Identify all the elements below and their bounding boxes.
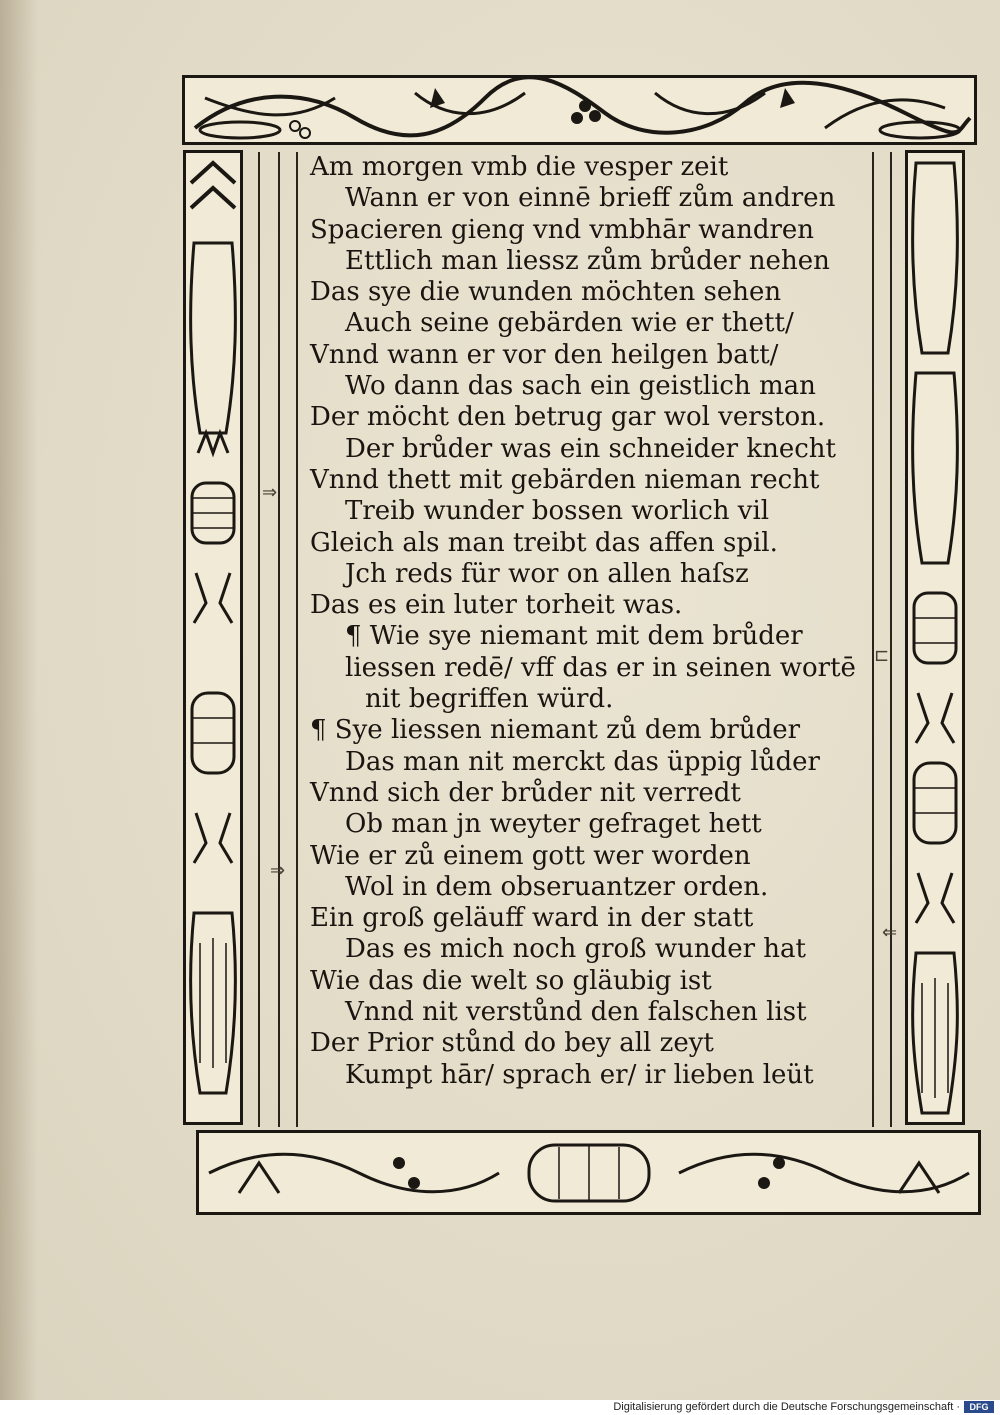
- dfg-logo: DFG: [964, 1401, 994, 1413]
- verse-line: Gleich als man treibt das affen spil.: [310, 527, 778, 558]
- verse-line: Der möcht den betrug gar wol verston.: [310, 402, 826, 433]
- verse-line: Wann er von einnē brieff zům andren: [345, 183, 836, 214]
- verse-line: Vnnd sich der brůder nit verredt: [310, 777, 741, 808]
- verse-line: Vnnd wann er vor den heilgen batt/: [310, 339, 779, 370]
- margin-marker-bracket: ⊏: [874, 645, 890, 666]
- verse-line: Das man nit merckt das üppig lůder: [345, 746, 820, 777]
- verse-line: Vnnd nit verstůnd den falschen list: [345, 997, 807, 1028]
- verse-line: Das es mich noch groß wunder hat: [345, 934, 806, 965]
- verse-line: Vnnd thett mit gebärden nieman recht: [310, 464, 820, 495]
- verse-line: Wol in dem obseruantzer orden.: [345, 871, 769, 902]
- verse-text-block: [310, 152, 870, 1091]
- margin-marker-arrow-1: ⇒: [262, 482, 278, 503]
- page-gutter-shadow: [0, 0, 38, 1400]
- inner-rule-right-2: [890, 152, 892, 1127]
- verse-line: Wo dann das sach ein geistlich man: [345, 371, 816, 402]
- footer-bar: [0, 1400, 1000, 1415]
- bottom-woodcut-border: [196, 1130, 981, 1215]
- verse-line: Ettlich man liessz zům brůder nehen: [345, 245, 830, 276]
- verse-line: Am morgen vmb die vesper zeit: [310, 152, 729, 182]
- verse-line: Der Prior stůnd do bey all zeyt: [310, 1028, 714, 1059]
- verse-line: Kumpt hār/ sprach er/ ir lieben leüt: [345, 1059, 814, 1090]
- verse-line: nit begriffen würd.: [365, 684, 614, 715]
- verse-line: Das sye die wunden möchten sehen: [310, 277, 782, 308]
- verse-line: Treib wunder bossen worlich vil: [345, 496, 770, 527]
- verse-line: Jch reds für wor on allen haſsz: [345, 558, 749, 589]
- verse-line: Wie er zů einem gott wer worden: [310, 840, 751, 871]
- verse-line: Spacieren gieng vnd vmbhār wandren: [310, 214, 815, 245]
- verse-line: Der brůder was ein schneider knecht: [345, 433, 837, 464]
- verse-line: Ein groß geläuff ward in der statt: [310, 903, 754, 934]
- verse-line: ¶ Sye liessen niemant zů dem brůder: [310, 715, 801, 746]
- margin-marker-arrow-3: ⇐: [882, 922, 898, 943]
- margin-marker-arrow-2: ⇒: [270, 860, 286, 881]
- verse-line: Ob man jn weyter gefraget hett: [345, 809, 762, 840]
- verse-line: ¶ Wie sye niemant mit dem brůder: [345, 621, 803, 652]
- left-pillar-border: [183, 150, 243, 1125]
- verse-line: Auch seine gebärden wie er thett/: [345, 308, 794, 339]
- inner-rule-left-2: [278, 152, 280, 1127]
- verse-line: Das es ein luter torheit was.: [310, 590, 683, 621]
- right-pillar-border: [905, 150, 965, 1125]
- inner-rule-left-3: [296, 152, 298, 1127]
- verse-line: liessen redē/ vff das er in seinen wortē: [345, 652, 856, 683]
- verse-line: Wie das die welt so gläubig ist: [310, 965, 712, 996]
- funding-notice: Digitalisierung gefördert durch die Deutsche Forschungsgemeinschaft ·: [613, 1401, 960, 1413]
- inner-rule-right-1: [872, 152, 874, 1127]
- top-woodcut-border: [182, 75, 977, 145]
- inner-rule-left-1: [258, 152, 260, 1127]
